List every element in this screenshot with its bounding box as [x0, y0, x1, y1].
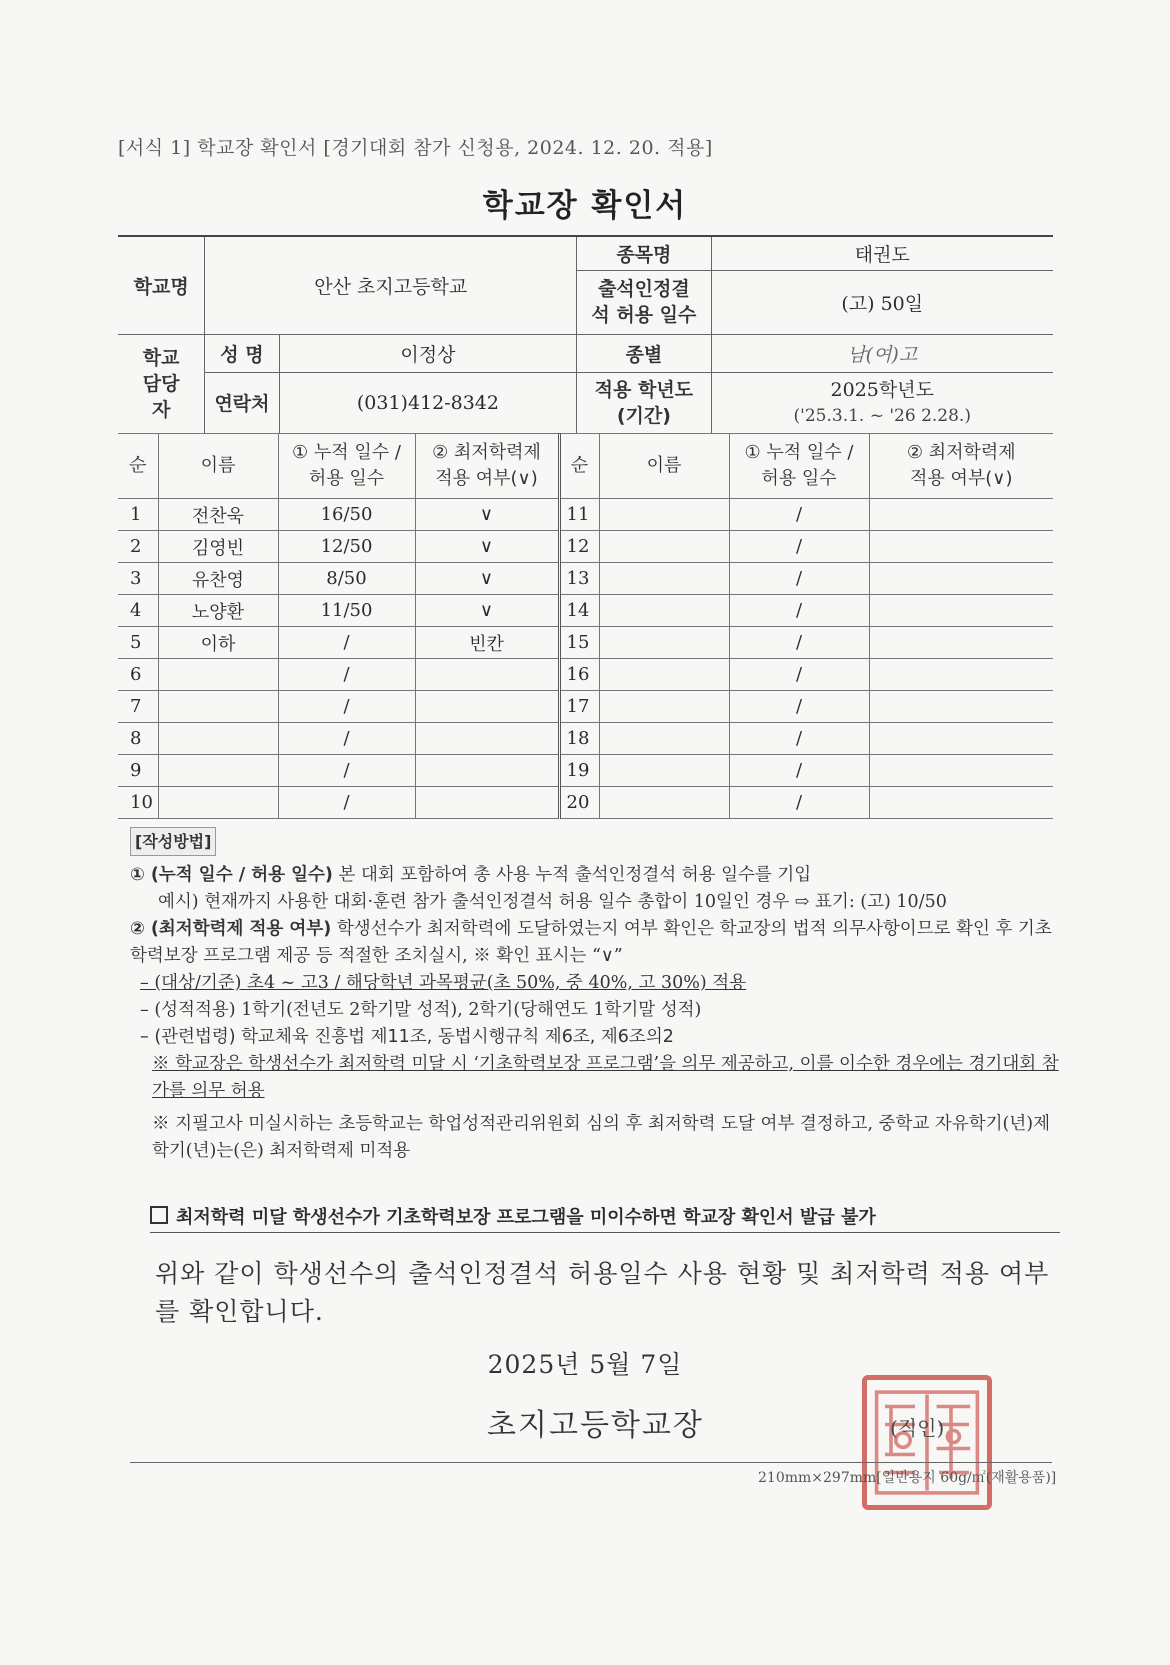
row-no: 11 — [559, 499, 599, 531]
gender-label: 종별 — [577, 334, 711, 372]
row-no: 2 — [118, 531, 158, 563]
row-check — [869, 563, 1053, 595]
header-no-left: 순 — [118, 434, 158, 499]
principal-name: 초지고등학교장 — [487, 1408, 704, 1443]
table-row — [118, 723, 1053, 755]
header-days-l1: ① 누적 일수 / — [744, 442, 854, 463]
table-row — [118, 659, 1053, 691]
row-days: / — [729, 627, 869, 659]
row-name: 유찬영 — [158, 563, 278, 595]
row-no: 14 — [559, 595, 599, 627]
row-no: 20 — [559, 787, 599, 819]
header-min-right — [869, 434, 1053, 499]
row-days: / — [729, 755, 869, 787]
criteria-line: – (대상/기준) 초4 ~ 고3 / 해당학년 과목평균(초 50%, 중 40%, 고 30%) 적용 — [140, 973, 747, 993]
manager-label: 학교 담당자 — [118, 334, 205, 433]
table-row — [118, 531, 1053, 563]
sport-label: 종목명 — [577, 236, 711, 270]
final-notice-text: 최저학력 미달 학생선수가 기초학력보장 프로그램을 미이수하면 학교장 확인서 발급 불가 — [176, 1207, 876, 1228]
row-days: / — [278, 659, 415, 691]
item1-example: 예시) 현재까지 사용한 대회·훈련 참가 출석인정결석 허용 일수 총합이 10일인 경우 ⇨ 표기: (고) 10/50 — [158, 892, 947, 912]
row-name — [599, 691, 729, 723]
row-days: 8/50 — [278, 563, 415, 595]
confirmation-text: 위와 같이 학생선수의 출석인정결석 허용일수 사용 현황 및 최저학력 적용 여부를 확인합니다. — [155, 1259, 1050, 1326]
row-name — [599, 787, 729, 819]
year-cell — [711, 372, 1053, 433]
header-min-left — [415, 434, 559, 499]
row-no: 15 — [559, 627, 599, 659]
document-title: 학교장 확인서 — [482, 188, 688, 224]
grade-apply-line: – (성적적용) 1학기(전년도 2학기말 성적), 2학기(당해연도 1학기말 성적) — [140, 1000, 702, 1020]
year-period: ('25.3.1. ~ '26 2.28.) — [793, 405, 971, 426]
table-row — [118, 787, 1053, 819]
header-days-left — [278, 434, 415, 499]
row-name — [599, 499, 729, 531]
row-name: 전찬욱 — [158, 499, 278, 531]
row-name — [599, 531, 729, 563]
table-row — [118, 691, 1053, 723]
row-name — [599, 659, 729, 691]
row-days: / — [729, 563, 869, 595]
header-name-left: 이름 — [158, 434, 278, 499]
row-check — [869, 755, 1053, 787]
row-days: / — [278, 627, 415, 659]
row-check — [415, 723, 559, 755]
item1-text: 본 대회 포함하여 총 사용 누적 출석인정결석 허용 일수를 기입 — [332, 865, 812, 885]
row-name — [599, 755, 729, 787]
row-no: 10 — [118, 787, 158, 819]
law-line: – (관련법령) 학교체육 진흥법 제11조, 동법시행규칙 제6조, 제6조의2 — [140, 1027, 674, 1047]
item1-title: ① (누적 일수 / 허용 일수) — [130, 865, 333, 885]
row-check — [869, 627, 1053, 659]
official-seal-icon — [862, 1375, 992, 1510]
row-check: ∨ — [415, 595, 559, 627]
row-days: / — [729, 787, 869, 819]
row-no: 9 — [118, 755, 158, 787]
header-name-right: 이름 — [599, 434, 729, 499]
row-no: 13 — [559, 563, 599, 595]
instructions — [130, 827, 1060, 1165]
row-no: 18 — [559, 723, 599, 755]
allowed-days-value: (고) 50일 — [711, 270, 1053, 334]
footer-divider — [130, 1462, 1052, 1463]
row-name — [158, 691, 278, 723]
school-name-label: 학교명 — [118, 236, 205, 334]
row-days: / — [278, 723, 415, 755]
row-name — [158, 787, 278, 819]
row-no: 19 — [559, 755, 599, 787]
gender-value: 남(여)고 — [711, 334, 1053, 372]
allowed-days-label: 출석인정결석 허용 일수 — [577, 270, 711, 334]
form-number: [서식 1] 학교장 확인서 [경기대회 참가 신청용, 2024. 12. 20. 적용] — [118, 137, 713, 159]
row-days: 16/50 — [278, 499, 415, 531]
header-no-right: 순 — [559, 434, 599, 499]
final-notice — [150, 1203, 1060, 1233]
header-days-l2: 허용 일수 — [308, 468, 385, 489]
row-check — [869, 659, 1053, 691]
year-label: 적용 학년도 (기간) — [577, 372, 711, 433]
row-check — [415, 787, 559, 819]
header-min-l2: 적용 여부(∨) — [910, 468, 1013, 489]
row-no: 1 — [118, 499, 158, 531]
table-row — [118, 499, 1053, 531]
header-days-right — [729, 434, 869, 499]
manager-name-value: 이정상 — [279, 334, 577, 372]
checkbox-square-icon — [150, 1206, 168, 1224]
school-info-table — [118, 235, 1053, 434]
row-check — [869, 595, 1053, 627]
row-name: 노양환 — [158, 595, 278, 627]
row-days: / — [729, 595, 869, 627]
row-name: 김영빈 — [158, 531, 278, 563]
header-days-l1: ① 누적 일수 / — [292, 442, 401, 463]
row-days: / — [278, 787, 415, 819]
row-name — [158, 723, 278, 755]
school-name-value: 안산 초지고등학교 — [205, 236, 577, 334]
row-check — [869, 691, 1053, 723]
row-check — [415, 659, 559, 691]
row-check: ∨ — [415, 563, 559, 595]
item2-text: 학생선수가 최저학력에 도달하였는지 여부 확인은 학교장의 법적 의무사항이므로 확인 후 기초학력보장 프로그램 제공 등 적절한 조치실시, ※ 확인 표시는 “∨” — [130, 919, 1052, 966]
row-no: 12 — [559, 531, 599, 563]
row-days: / — [278, 691, 415, 723]
item2-title: ② (최저학력제 적용 여부) — [130, 919, 332, 939]
row-no: 5 — [118, 627, 158, 659]
table-row — [118, 755, 1053, 787]
row-days: / — [278, 755, 415, 787]
header-days-l2: 허용 일수 — [761, 468, 837, 489]
row-name: 이하 — [158, 627, 278, 659]
row-days: / — [729, 659, 869, 691]
sport-value: 태권도 — [711, 236, 1053, 270]
issue-date: 2025년 5월 7일 — [487, 1350, 683, 1379]
row-name — [158, 659, 278, 691]
row-name — [158, 755, 278, 787]
row-check — [415, 691, 559, 723]
header-min-l1: ② 최저학력제 — [432, 442, 541, 463]
note2: ※ 지필고사 미실시하는 초등학교는 학업성적관리위원회 심의 후 최저학력 도달 여부 결정하고, 중학교 자유학기(년)제 학기(년)는(은) 최저학력제 미적용 — [152, 1114, 1051, 1161]
row-no: 6 — [118, 659, 158, 691]
row-check — [869, 499, 1053, 531]
contact-label: 연락처 — [205, 372, 279, 433]
manager-name-label: 성 명 — [205, 334, 279, 372]
instructions-heading: [작성방법] — [130, 827, 216, 856]
row-check — [869, 531, 1053, 563]
header-min-l1: ② 최저학력제 — [906, 442, 1016, 463]
table-row — [118, 627, 1053, 659]
athlete-list-table — [118, 433, 1053, 819]
row-name — [599, 595, 729, 627]
row-check — [869, 787, 1053, 819]
table-row — [118, 595, 1053, 627]
row-no: 7 — [118, 691, 158, 723]
header-min-l2: 적용 여부(∨) — [435, 468, 538, 489]
row-no: 4 — [118, 595, 158, 627]
row-name — [599, 723, 729, 755]
row-check — [415, 755, 559, 787]
row-check: ∨ — [415, 531, 559, 563]
year-value: 2025학년도 — [830, 378, 934, 401]
paper-spec: 210mm×297mm[일반용지 60g/㎡(재활용품)] — [758, 1470, 1057, 1486]
row-no: 16 — [559, 659, 599, 691]
row-check — [869, 723, 1053, 755]
row-days: / — [729, 531, 869, 563]
table-row — [118, 563, 1053, 595]
row-check: 빈칸 — [415, 627, 559, 659]
seal-label: (직인) — [890, 1416, 945, 1440]
row-no: 17 — [559, 691, 599, 723]
row-no: 3 — [118, 563, 158, 595]
note1: ※ 학교장은 학생선수가 최저학력 미달 시 ‘기초학력보장 프로그램’을 의무 제공하고, 이를 이수한 경우에는 경기대회 참가를 의무 허용 — [152, 1054, 1059, 1101]
row-days: / — [729, 691, 869, 723]
row-name — [599, 627, 729, 659]
row-no: 8 — [118, 723, 158, 755]
row-days: 11/50 — [278, 595, 415, 627]
row-days: / — [729, 723, 869, 755]
row-name — [599, 563, 729, 595]
contact-value: (031)412-8342 — [279, 372, 577, 433]
row-check: ∨ — [415, 499, 559, 531]
row-days: / — [729, 499, 869, 531]
row-days: 12/50 — [278, 531, 415, 563]
